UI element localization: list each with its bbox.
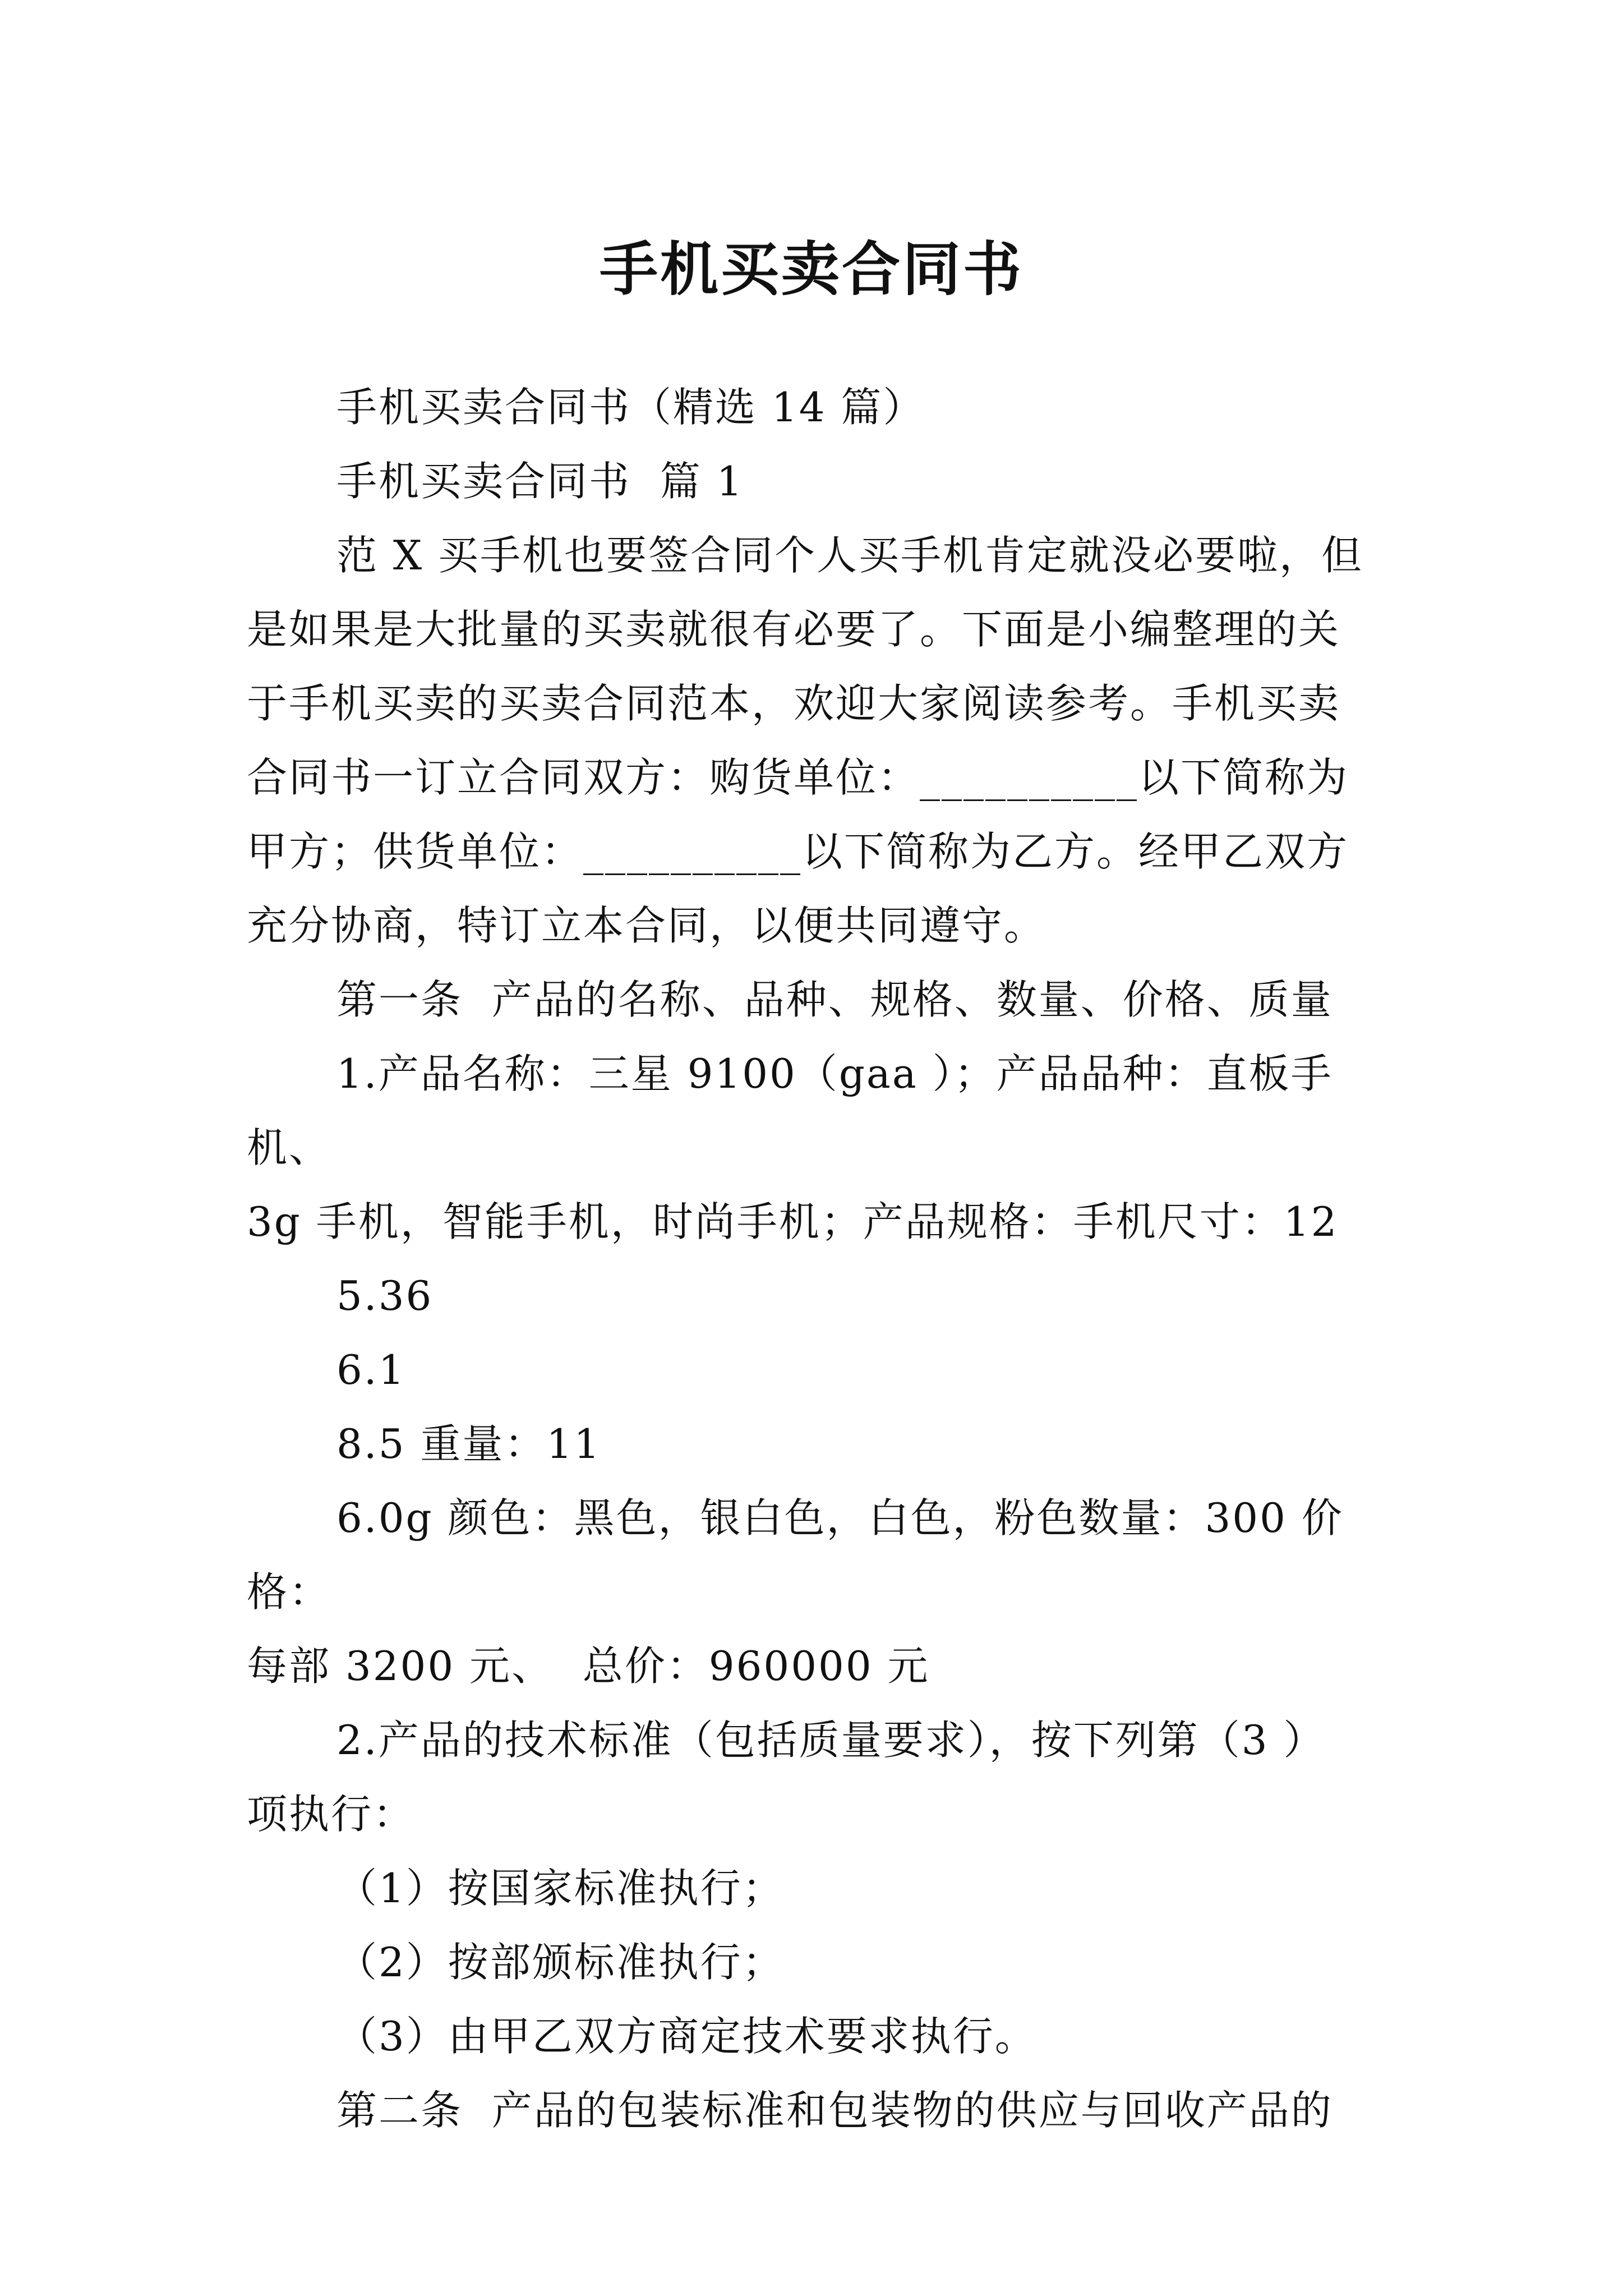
paragraph (247, 370, 1391, 444)
paragraph (247, 444, 1391, 518)
document-body (247, 370, 1391, 2147)
paragraph (247, 1407, 1391, 1481)
paragraph-line: 是如果是大批量的买卖就很有必要了。下面是小编整理的关 (247, 606, 1341, 653)
paragraph (247, 1259, 1391, 1333)
paragraph (247, 1333, 1391, 1407)
paragraph-line: 每部 3200 元、 总价：960000 元 (247, 1642, 930, 1690)
paragraph-line: 合同书一订立合同双方：购货单位：__________以下简称为 (247, 754, 1349, 801)
paragraph-line: 充分协商，特订立本合同，以便共同遵守。 (247, 902, 1046, 949)
paragraph-line: 甲方；供货单位：__________以下简称为乙方。经甲乙双方 (247, 828, 1349, 875)
paragraph (247, 1851, 1391, 1925)
paragraph-line: 手机买卖合同书（精选 14 篇） (336, 384, 925, 431)
paragraph-line: 于手机买卖的买卖合同范本，欢迎大家阅读参考。手机买卖 (247, 680, 1341, 727)
page-title: 手机买卖合同书 (599, 234, 1023, 303)
paragraph-line: 第二条 产品的包装标准和包装物的供应与回收产品的 (336, 2087, 1333, 2134)
paragraph (247, 1925, 1391, 1999)
paragraph-line: （1）按国家标准执行； (336, 1865, 785, 1912)
paragraph (247, 1999, 1391, 2073)
paragraph-line: 项执行： (247, 1791, 416, 1838)
paragraph-line: 范 X 买手机也要签合同个人买手机肯定就没必要啦，但 (336, 532, 1364, 579)
paragraph (247, 963, 1391, 1037)
paragraph (247, 1037, 1391, 1259)
paragraph-line: 手机买卖合同书 篇 1 (336, 458, 744, 505)
paragraph-line: 6.0g 颜色：黑色，银白色，白色，粉色数量：300 价格： (247, 1494, 1344, 1616)
paragraph-line: 5.36 (336, 1272, 434, 1319)
paragraph (247, 2073, 1391, 2147)
paragraph-line: 8.5 重量：11 (336, 1420, 602, 1467)
paragraph-line: （2）按部颁标准执行； (336, 1939, 785, 1986)
paragraph-line: 6.1 (336, 1346, 406, 1393)
paragraph (247, 1481, 1391, 1703)
paragraph-line: 1.产品名称：三星 9100（gaa ）；产品品种：直板手机、 (247, 1050, 1333, 1171)
paragraph-line: 2.产品的技术标准（包括质量要求），按下列第（3 ） (336, 1717, 1326, 1764)
paragraph-line: 3g 手机，智能手机，时尚手机；产品规格：手机尺寸：12 (247, 1198, 1339, 1245)
paragraph-line: （3）由甲乙双方商定技术要求执行。 (336, 2013, 1037, 2060)
paragraph (247, 1703, 1391, 1851)
paragraph (247, 518, 1391, 963)
paragraph-line: 第一条 产品的名称、品种、规格、数量、价格、质量 (336, 976, 1333, 1023)
